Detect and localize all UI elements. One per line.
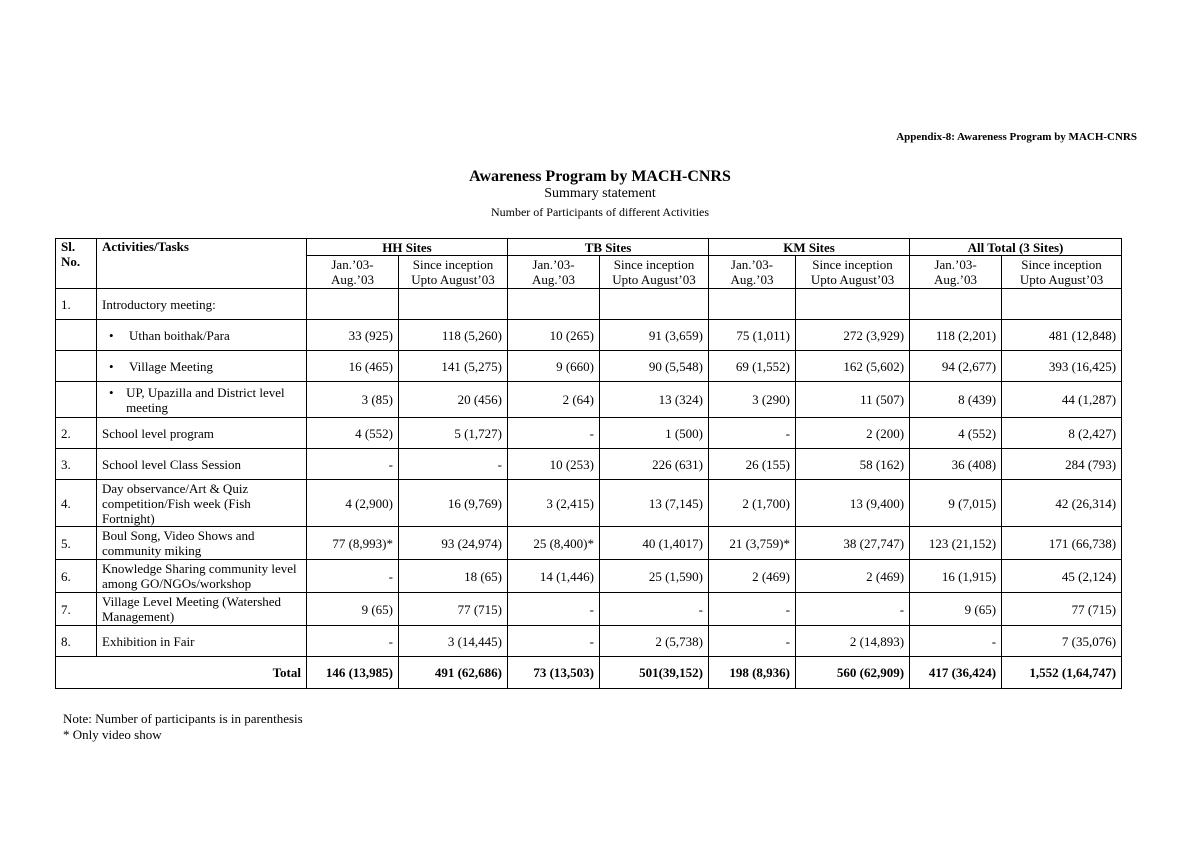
row-value: 25 (8,400)* (508, 527, 600, 560)
row-value: 2 (14,893) (796, 626, 910, 657)
row-value: 3 (14,445) (399, 626, 508, 657)
title-block (0, 167, 1200, 220)
row-value: 77 (8,993)* (307, 527, 399, 560)
row-value: 38 (27,747) (796, 527, 910, 560)
row-value: 26 (155) (709, 449, 796, 480)
row-value: 393 (16,425) (1002, 351, 1122, 382)
bullet-icon: • (109, 327, 114, 343)
row-activity (97, 351, 307, 382)
row-activity-label: Village Meeting (129, 358, 214, 374)
header-period-a: Jan.’03- Aug.’03 (709, 256, 796, 289)
row-sl: 1. (56, 289, 97, 320)
row-value: 1 (500) (600, 418, 709, 449)
table-row (56, 320, 1122, 351)
row-sl: 2. (56, 418, 97, 449)
row-sl (56, 382, 97, 418)
row-value: - (307, 560, 399, 593)
row-value: 16 (465) (307, 351, 399, 382)
row-value: 21 (3,759)* (709, 527, 796, 560)
row-value: - (307, 449, 399, 480)
page-title: Awareness Program by MACH-CNRS (469, 168, 731, 185)
row-activity: Knowledge Sharing community level among GO/NGOs/workshop (97, 560, 307, 593)
row-value: 2 (469) (796, 560, 910, 593)
row-value: 118 (5,260) (399, 320, 508, 351)
row-sl: 6. (56, 560, 97, 593)
row-value: 91 (3,659) (600, 320, 709, 351)
header-group-total: All Total (3 Sites) (910, 239, 1122, 256)
row-value: - (910, 626, 1002, 657)
row-value: 42 (26,314) (1002, 480, 1122, 527)
table-body (56, 289, 1122, 657)
row-activity: Village Level Meeting (Watershed Management) (97, 593, 307, 626)
table-row (56, 449, 1122, 480)
row-sl (56, 351, 97, 382)
row-value: - (508, 418, 600, 449)
row-value: 13 (7,145) (600, 480, 709, 527)
row-value: 481 (12,848) (1002, 320, 1122, 351)
header-group-hh: HH Sites (307, 239, 508, 256)
row-value: 226 (631) (600, 449, 709, 480)
row-value: 93 (24,974) (399, 527, 508, 560)
row-sl: 3. (56, 449, 97, 480)
row-value: 3 (2,415) (508, 480, 600, 527)
row-value: 9 (660) (508, 351, 600, 382)
row-value: - (709, 418, 796, 449)
row-value: 77 (715) (1002, 593, 1122, 626)
row-value: 16 (1,915) (910, 560, 1002, 593)
total-cell: 501(39,152) (600, 657, 709, 689)
total-cell: 146 (13,985) (307, 657, 399, 689)
header-period-a: Jan.’03- Aug.’03 (508, 256, 600, 289)
row-value (600, 289, 709, 320)
row-value: 25 (1,590) (600, 560, 709, 593)
row-activity: Day observance/Art & Quiz competition/Fish week (Fish Fortnight) (97, 480, 307, 527)
row-value: 5 (1,727) (399, 418, 508, 449)
row-sl (56, 320, 97, 351)
row-value: 45 (2,124) (1002, 560, 1122, 593)
row-value: 7 (35,076) (1002, 626, 1122, 657)
row-activity: School level Class Session (97, 449, 307, 480)
row-value: - (399, 449, 508, 480)
row-sl: 4. (56, 480, 97, 527)
row-value: - (508, 626, 600, 657)
row-value: 10 (253) (508, 449, 600, 480)
table-row (56, 560, 1122, 593)
header-row-groups (56, 239, 1122, 256)
row-activity (97, 382, 307, 418)
total-cell: 73 (13,503) (508, 657, 600, 689)
table-row (56, 382, 1122, 418)
row-value: 2 (469) (709, 560, 796, 593)
row-value (910, 289, 1002, 320)
total-cell: 417 (36,424) (910, 657, 1002, 689)
row-value: 18 (65) (399, 560, 508, 593)
appendix-label: Appendix-8: Awareness Program by MACH-CNRS (896, 131, 1137, 143)
header-period-b: Since inception Upto August’03 (399, 256, 508, 289)
row-value: 2 (1,700) (709, 480, 796, 527)
row-value: 14 (1,446) (508, 560, 600, 593)
table-row (56, 289, 1122, 320)
row-value: 8 (2,427) (1002, 418, 1122, 449)
row-value: 77 (715) (399, 593, 508, 626)
page-description: Number of Participants of different Activities (490, 205, 710, 219)
row-value: 44 (1,287) (1002, 382, 1122, 418)
row-value: 162 (5,602) (796, 351, 910, 382)
row-value: 11 (507) (796, 382, 910, 418)
row-value: 20 (456) (399, 382, 508, 418)
row-value: 13 (9,400) (796, 480, 910, 527)
row-value: 40 (1,4017) (600, 527, 709, 560)
row-activity: Exhibition in Fair (97, 626, 307, 657)
table-row (56, 593, 1122, 626)
row-activity: School level program (97, 418, 307, 449)
row-value: 4 (552) (910, 418, 1002, 449)
row-value: - (600, 593, 709, 626)
row-value: 8 (439) (910, 382, 1002, 418)
row-value: 36 (408) (910, 449, 1002, 480)
row-value: - (709, 626, 796, 657)
row-sl: 8. (56, 626, 97, 657)
row-value: 58 (162) (796, 449, 910, 480)
row-value: 2 (64) (508, 382, 600, 418)
row-value (307, 289, 399, 320)
total-cell: 491 (62,686) (399, 657, 508, 689)
row-value: 272 (3,929) (796, 320, 910, 351)
bullet-icon: • (109, 384, 114, 400)
header-period-a: Jan.’03- Aug.’03 (307, 256, 399, 289)
row-value: 4 (2,900) (307, 480, 399, 527)
row-value (399, 289, 508, 320)
row-value: 16 (9,769) (399, 480, 508, 527)
header-period-a: Jan.’03- Aug.’03 (910, 256, 1002, 289)
row-value (508, 289, 600, 320)
row-value: 141 (5,275) (399, 351, 508, 382)
note-parenthesis: Note: Number of participants is in parenthesis (63, 711, 303, 726)
row-value (796, 289, 910, 320)
total-cell: 1,552 (1,64,747) (1002, 657, 1122, 689)
row-value: - (508, 593, 600, 626)
row-value: 9 (65) (910, 593, 1002, 626)
row-value: 171 (66,738) (1002, 527, 1122, 560)
row-sl: 7. (56, 593, 97, 626)
row-value: 33 (925) (307, 320, 399, 351)
row-value: 123 (21,152) (910, 527, 1002, 560)
table-row (56, 351, 1122, 382)
row-activity-label: UP, Upazilla and District level meeting (126, 384, 285, 415)
row-value: 75 (1,011) (709, 320, 796, 351)
row-value: 4 (552) (307, 418, 399, 449)
header-group-km: KM Sites (709, 239, 910, 256)
total-row (56, 657, 1122, 689)
row-activity: Introductory meeting: (97, 289, 307, 320)
header-group-tb: TB Sites (508, 239, 709, 256)
total-label: Total (56, 657, 307, 689)
row-value: 118 (2,201) (910, 320, 1002, 351)
row-activity: Boul Song, Video Shows and community miking (97, 527, 307, 560)
row-value: 94 (2,677) (910, 351, 1002, 382)
row-value: - (307, 626, 399, 657)
table-row (56, 626, 1122, 657)
notes (63, 711, 303, 743)
row-value: - (796, 593, 910, 626)
note-video-show: * Only video show (63, 727, 162, 742)
row-value: - (709, 593, 796, 626)
total-cell: 198 (8,936) (709, 657, 796, 689)
row-activity (97, 320, 307, 351)
page-subtitle: Summary statement (544, 186, 656, 201)
row-value: 9 (7,015) (910, 480, 1002, 527)
row-value: 10 (265) (508, 320, 600, 351)
header-period-b: Since inception Upto August’03 (1002, 256, 1122, 289)
row-activity-label: Uthan boithak/Para (129, 327, 230, 343)
header-period-b: Since inception Upto August’03 (600, 256, 709, 289)
row-value: 3 (85) (307, 382, 399, 418)
row-value: 90 (5,548) (600, 351, 709, 382)
header-sl: Sl. No. (56, 239, 97, 289)
row-value (709, 289, 796, 320)
row-value: 69 (1,552) (709, 351, 796, 382)
header-period-b: Since inception Upto August’03 (796, 256, 910, 289)
row-value (1002, 289, 1122, 320)
header-activities: Activities/Tasks (97, 239, 307, 289)
row-value: 9 (65) (307, 593, 399, 626)
table-row (56, 527, 1122, 560)
bullet-icon: • (109, 358, 114, 374)
awareness-table (55, 238, 1122, 689)
row-sl: 5. (56, 527, 97, 560)
table-row (56, 418, 1122, 449)
row-value: 2 (200) (796, 418, 910, 449)
row-value: 13 (324) (600, 382, 709, 418)
row-value: 2 (5,738) (600, 626, 709, 657)
total-cell: 560 (62,909) (796, 657, 910, 689)
row-value: 3 (290) (709, 382, 796, 418)
table-row (56, 480, 1122, 527)
row-value: 284 (793) (1002, 449, 1122, 480)
